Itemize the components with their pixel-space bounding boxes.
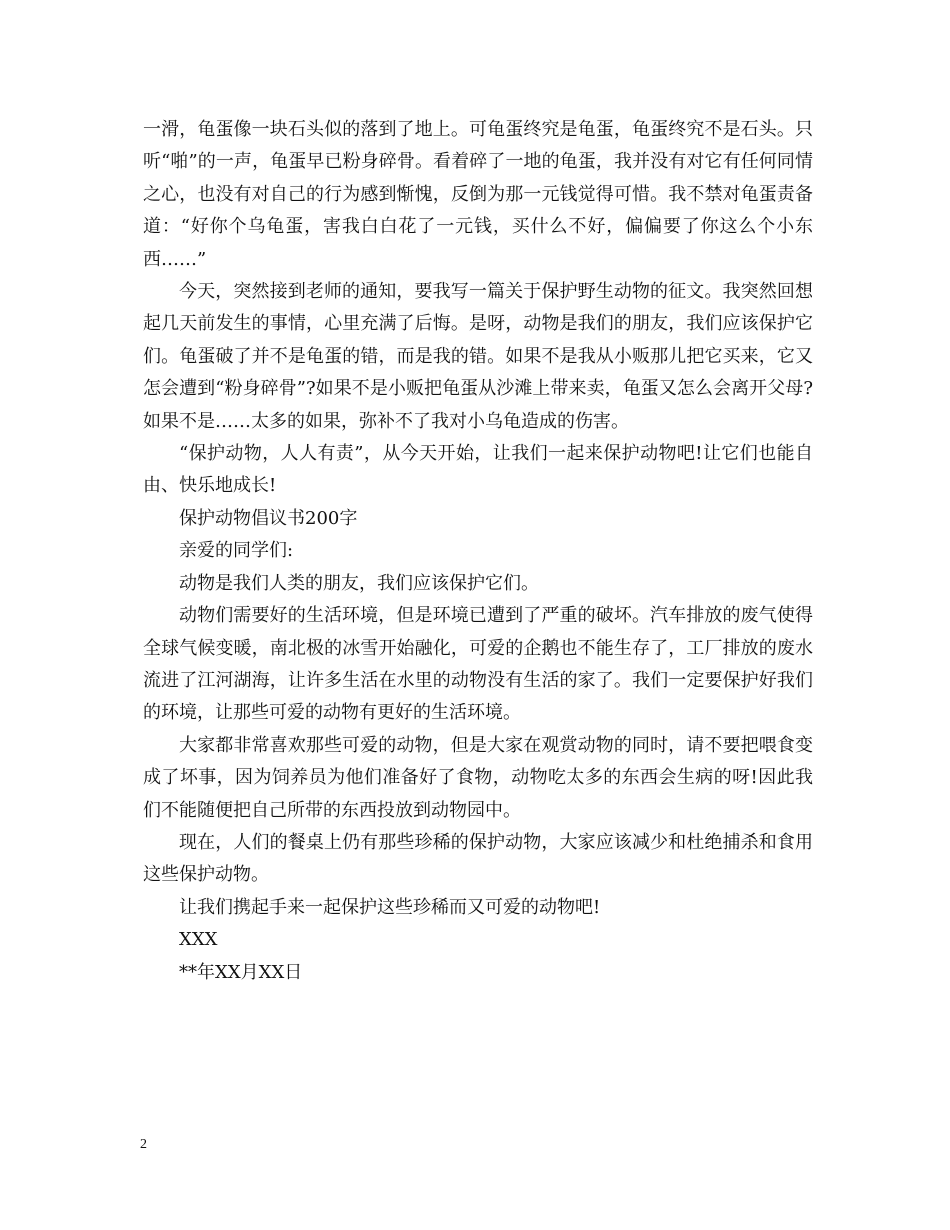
paragraph-environment: 动物们需要好的生活环境，但是环境已遭到了严重的破坏。汽车排放的废气使得全球气候变暖，南北极的冰雪开始融化，可爱的企鹅也不能生存了，工厂排放的废水流进了江河湖海，让许多生活在水里的动物没有生活的家了。我们一定要保护好我们的环境，让那些可爱的动物有更好的生活环境。 (143, 605, 813, 724)
signature: XXX (179, 929, 218, 951)
paragraph-call-to-action: 让我们携起手来一起保护这些珍稀而又可爱的动物吧! (179, 896, 601, 918)
paragraph-friends: 动物是我们人类的朋友，我们应该保护它们。 (179, 572, 539, 594)
paragraph-dining: 现在，人们的餐桌上仍有那些珍稀的保护动物，大家应该减少和杜绝捕杀和食用这些保护动物。 (143, 831, 813, 886)
paragraph-reflection: 今天，突然接到老师的通知，要我写一篇关于保护野生动物的征文。我突然回想起几天前发生的事情，心里充满了后悔。是呀，动物是我们的朋友，我们应该保护它们。龟蛋破了并不是龟蛋的错，而是我的错。如果不是我从小贩那儿把它买来，它又怎会遭到“粉身碎骨”?如果不是小贩把龟蛋从沙滩上带来卖，龟蛋又怎么会离开父母?如果不是……太多的如果，弥补不了我对小乌龟造成的伤害。 (143, 281, 813, 432)
salutation: 亲爱的同学们: (179, 540, 294, 562)
document-body (143, 114, 813, 989)
date-line: **年XX月XX日 (179, 961, 303, 983)
section-title: 保护动物倡议书200字 (179, 507, 358, 529)
paragraph-continuation: 一滑，龟蛋像一块石头似的落到了地上。可龟蛋终究是龟蛋，龟蛋终究不是石头。只听“啪”的一声，龟蛋早已粉身碎骨。看着碎了一地的龟蛋，我并没有对它有任何同情之心，也没有对自己的行为感到惭愧，反倒为那一元钱觉得可惜。我不禁对龟蛋责备道：“好你个乌龟蛋，害我白白花了一元钱，买什么不好，偏偏要了你这么个小东西……” (143, 119, 813, 270)
page-number: 2 (140, 1137, 147, 1152)
paragraph-slogan: “保护动物，人人有责”，从今天开始，让我们一起来保护动物吧!让它们也能自由、快乐地成长! (143, 443, 813, 497)
paragraph-feeding: 大家都非常喜欢那些可爱的动物，但是大家在观赏动物的同时，请不要把喂食变成了坏事，因为饲养员为他们准备好了食物，动物吃太多的东西会生病的呀!因此我们不能随便把自己所带的东西投放到动物园中。 (143, 734, 813, 821)
